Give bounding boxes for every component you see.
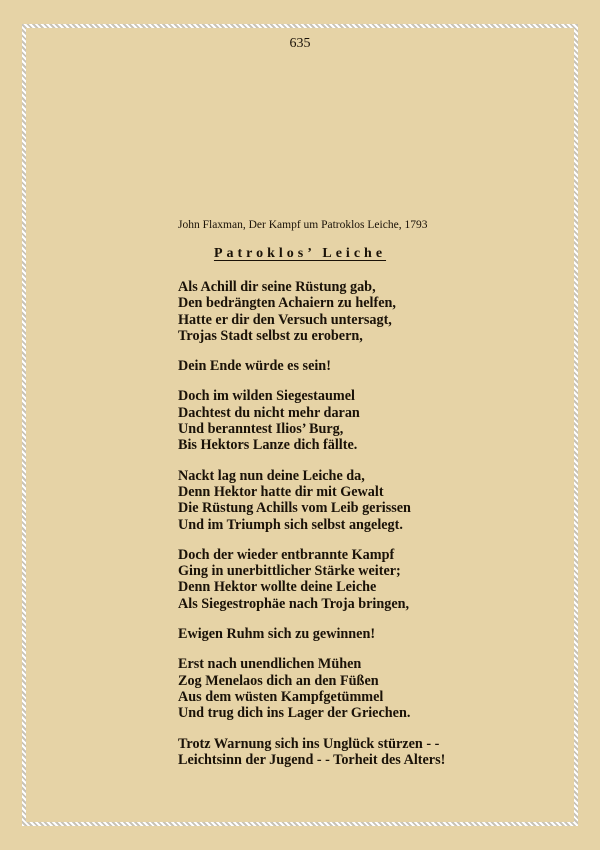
poem-line: Ging in unerbittlicher Stärke weiter; (178, 563, 401, 580)
poem-stanza (178, 358, 558, 374)
poem-line: Denn Hektor wollte deine Leiche (178, 579, 377, 596)
image-caption: John Flaxman, Der Kampf um Patroklos Leiche, 1793 (178, 219, 428, 231)
poem-body (178, 279, 558, 782)
poem-line: Aus dem wüsten Kampfgetümmel (178, 688, 384, 705)
poem-line: Denn Hektor hatte dir mit Gewalt (178, 483, 384, 500)
poem-line: Und beranntest Ilios’ Burg, (178, 421, 344, 438)
poem-line: Und im Triumph sich selbst angelegt. (178, 516, 403, 533)
poem-stanza (178, 626, 558, 642)
poem-line: Doch der wieder entbrannte Kampf (178, 546, 395, 563)
poem-line: Die Rüstung Achills vom Leib gerissen (178, 500, 411, 517)
poem-line: Bis Hektors Lanze dich fällte. (178, 437, 358, 454)
poem-line: Und trug dich ins Lager der Griechen. (178, 705, 411, 722)
poem-line: Ewigen Ruhm sich zu gewinnen! (178, 626, 376, 643)
poem-stanza (178, 736, 558, 769)
poem-line: Dein Ende würde es sein! (178, 358, 331, 375)
poem-stanza (178, 547, 558, 612)
poem-line: Den bedrängten Achaiern zu helfen, (178, 295, 396, 312)
page-number: 635 (289, 36, 311, 51)
poem-line: Zog Menelaos dich an den Füßen (178, 672, 379, 689)
poem-line: Erst nach unendlichen Mühen (178, 656, 362, 673)
poem-line: Als Achill dir seine Rüstung gab, (178, 279, 376, 295)
poem-line: Hatte er dir den Versuch untersagt, (178, 311, 392, 328)
poem-title: Patroklos’ Leiche (213, 246, 387, 261)
poem-line: Nackt lag nun deine Leiche da, (178, 467, 365, 484)
poem-line: Dachtest du nicht mehr daran (178, 404, 360, 421)
poem-line: Als Siegestrophäe nach Troja bringen, (178, 595, 410, 612)
poem-stanza (178, 656, 558, 721)
poem-stanza (178, 468, 558, 533)
poem-line: Leichtsinn der Jugend - - Torheit des Alters! (178, 751, 446, 768)
poem-stanza (178, 388, 558, 453)
poem-stanza (178, 279, 558, 344)
poem-line: Doch im wilden Siegestaumel (178, 388, 355, 405)
poem-line: Trotz Warnung sich ins Unglück stürzen - - (178, 735, 440, 752)
poem-line: Trojas Stadt selbst zu erobern, (178, 327, 363, 344)
